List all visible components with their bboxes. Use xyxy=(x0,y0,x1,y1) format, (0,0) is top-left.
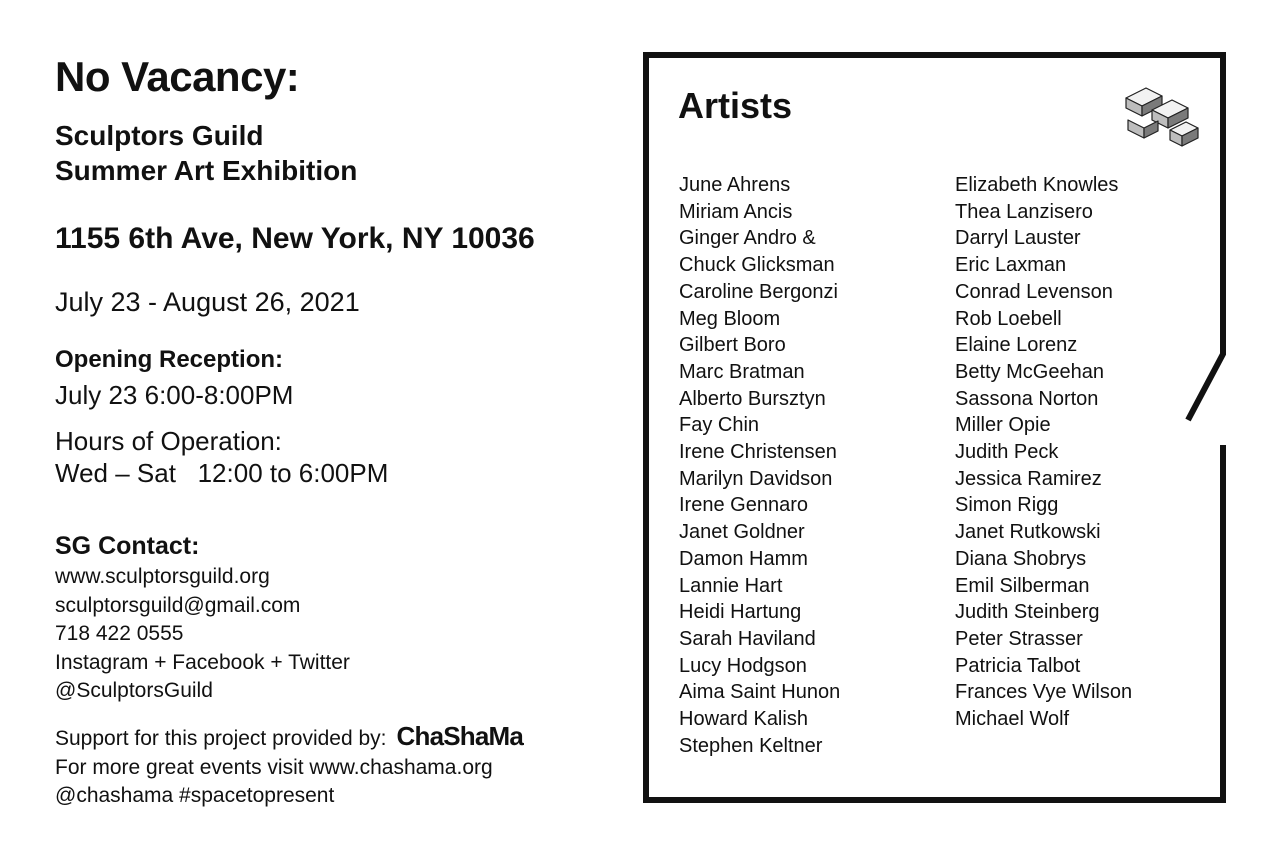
artist-name: Irene Gennaro xyxy=(679,494,808,517)
subtitle-line-2: Summer Art Exhibition xyxy=(55,155,358,186)
artist-name: Darryl Lauster xyxy=(955,227,1081,250)
artist-name: Heidi Hartung xyxy=(679,601,802,624)
artist-name: Eric Laxman xyxy=(955,254,1067,277)
event-title: No Vacancy: xyxy=(55,53,300,100)
artist-name: Gilbert Boro xyxy=(679,334,786,357)
artist-name: June Ahrens xyxy=(679,174,791,196)
artist-name: Miller Opie xyxy=(955,414,1051,437)
artist-name: Jessica Ramirez xyxy=(955,467,1102,490)
artist-list-column-2 xyxy=(955,172,1132,733)
reception-heading: Opening Reception: xyxy=(55,346,283,373)
contact-social: Instagram + Facebook + Twitter xyxy=(55,650,350,674)
artist-name: Thea Lanzisero xyxy=(955,200,1093,223)
reception-time: July 23 6:00-8:00PM xyxy=(55,380,294,410)
artist-name: Sarah Haviland xyxy=(679,627,816,650)
artist-name: Michael Wolf xyxy=(955,708,1070,731)
artist-name: Betty McGeehan xyxy=(955,360,1104,383)
artist-name: Aima Saint Hunon xyxy=(679,681,841,704)
contact-website[interactable]: www.sculptorsguild.org xyxy=(55,565,270,588)
artist-name: Irene Christensen xyxy=(679,441,837,464)
contact-handle: @SculptorsGuild xyxy=(55,679,213,702)
artist-name: Janet Rutkowski xyxy=(955,521,1101,544)
artist-name: Meg Bloom xyxy=(679,307,781,330)
artist-name: Fay Chin xyxy=(679,414,760,437)
artist-name: Caroline Bergonzi xyxy=(679,280,838,303)
contact-heading: SG Contact: xyxy=(55,532,200,560)
artist-name: Lucy Hodgson xyxy=(679,654,807,677)
artist-name: Elaine Lorenz xyxy=(955,334,1078,357)
sculptors-guild-logo-icon xyxy=(1118,80,1202,152)
artist-name: Chuck Glicksman xyxy=(679,254,835,277)
support-line-2: For more great events visit www.chashama.org xyxy=(55,755,493,779)
hours-heading: Hours of Operation: xyxy=(55,426,282,456)
artist-name: Ginger Andro & xyxy=(679,227,816,250)
subtitle-line-1: Sculptors Guild xyxy=(55,120,264,151)
event-address: 1155 6th Ave, New York, NY 10036 xyxy=(55,222,535,255)
artist-name: Simon Rigg xyxy=(955,494,1059,517)
artist-name: Judith Steinberg xyxy=(955,601,1100,624)
artist-name: Marilyn Davidson xyxy=(679,467,833,490)
artist-name: Diana Shobrys xyxy=(955,547,1087,570)
artist-list-column-1 xyxy=(679,172,840,759)
artist-name: Alberto Bursztyn xyxy=(679,387,826,410)
artist-name: Frances Vye Wilson xyxy=(955,681,1133,704)
artist-name: Marc Bratman xyxy=(679,360,805,383)
artist-name: Emil Silberman xyxy=(955,574,1090,597)
contact-email[interactable]: sculptorsguild@gmail.com xyxy=(55,593,301,617)
support-line-1: Support for this project provided by: xyxy=(55,727,387,750)
artist-name: Stephen Keltner xyxy=(679,734,823,757)
artist-name: Damon Hamm xyxy=(679,547,808,570)
hours-time: Wed – Sat 12:00 to 6:00PM xyxy=(55,458,389,488)
artist-name: Elizabeth Knowles xyxy=(955,174,1119,196)
artist-name: Rob Loebell xyxy=(955,307,1062,330)
artist-name: Judith Peck xyxy=(955,441,1059,464)
artist-name: Howard Kalish xyxy=(679,708,808,731)
artist-name: Lannie Hart xyxy=(679,574,783,597)
artist-name: Patricia Talbot xyxy=(955,654,1081,677)
artists-heading: Artists xyxy=(678,85,793,126)
artist-name: Janet Goldner xyxy=(679,521,805,544)
artist-name: Miriam Ancis xyxy=(679,200,793,223)
chashama-logo: ChaShaMa xyxy=(396,721,524,751)
contact-phone: 718 422 0555 xyxy=(55,622,184,645)
event-dates: July 23 - August 26, 2021 xyxy=(55,287,360,317)
support-line-3: @chashama #spacetopresent xyxy=(55,784,335,807)
artist-name: Sassona Norton xyxy=(955,387,1099,410)
artist-name: Peter Strasser xyxy=(955,627,1083,650)
artist-name: Conrad Levenson xyxy=(955,280,1113,303)
